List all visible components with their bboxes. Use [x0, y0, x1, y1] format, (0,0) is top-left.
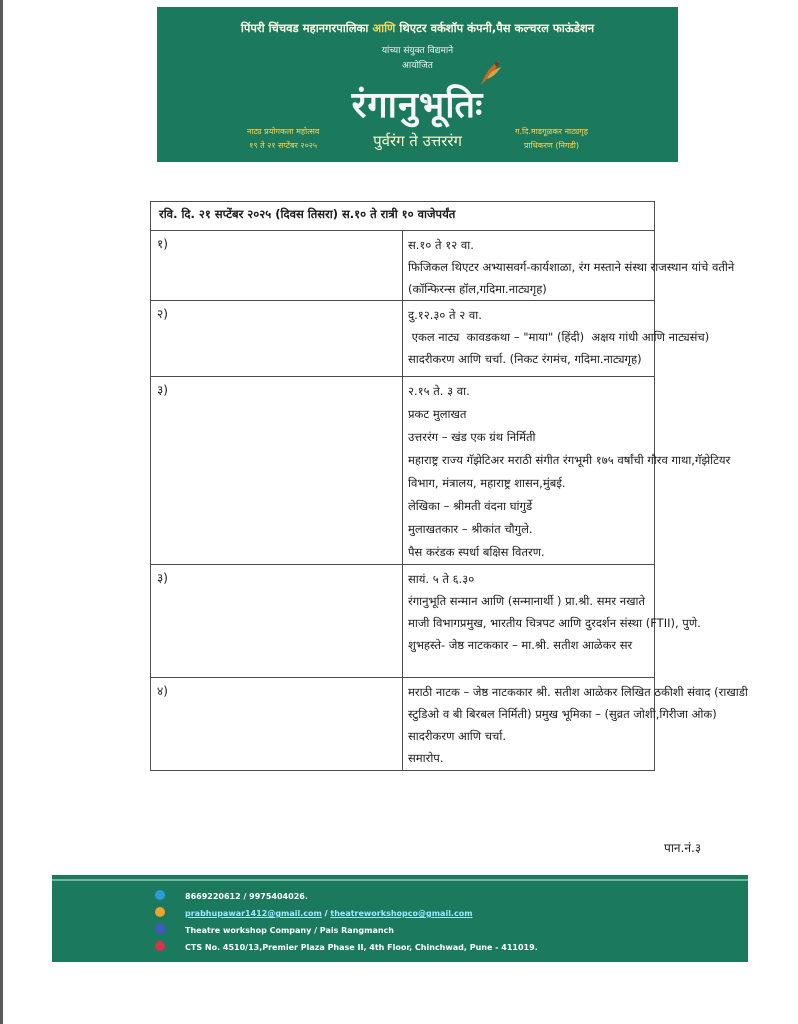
- schedule-row: [151, 377, 655, 565]
- festival-logo-text: रंगानुभूतिः: [351, 84, 484, 126]
- row-number: १): [151, 231, 403, 301]
- phone-numbers: 8669220612 / 9975404026.: [185, 892, 308, 901]
- venue-info: ग.दि.माडगूळकर नाट्यगृह प्राधिकरण (निगडी): [515, 127, 588, 150]
- schedule-table: [150, 201, 748, 771]
- organizers-line: पिंपरी चिंचवड महानगरपालिका आणि थिएटर वर्कशॉप कंपनी,पैस कल्चरल फाऊंडेशन: [240, 21, 595, 35]
- facebook-icon: [155, 924, 165, 934]
- row-details: स.१० ते १२ वा. फिजिकल थिएटर अभ्यासवर्ग-कार्यशाळा, रंग मस्ताने संस्था राजस्थान यांचे वतीने (कॉन्फिरन्स हॉल,गदिमा.नाट्यगृह): [403, 231, 655, 301]
- row-number: ४): [151, 678, 403, 771]
- schedule-heading: रवि. दि. २१ सप्टेंबर २०२५ (दिवस तिसरा) स.१० ते रात्री १० वाजेपर्यंत: [151, 202, 655, 231]
- row-details: मराठी नाटक – जेष्ठ नाटककार श्री. सतीश आळेकर लिखित ठकीशी संवाद (राखाडी स्टुडिओ व बी बिरबल निर्मिती) प्रमुख भूमिका – (सुव्रत जोशी,गिरीजा ओक) सादरीकरण आणि चर्चा. समारोप.: [403, 678, 655, 771]
- festival-tagline: पुर्वरंग ते उत्तररंग: [373, 132, 462, 150]
- row-details: सायं. ५ ते ६.३० रंगानुभूति सन्मान आणि (सन्मानार्थी ) प्रा.श्री. समर नखाते माजी विभागप्रमुख, भारतीय चित्रपट आणि दुरदर्शन संस्था (FTII), पुणे. शुभहस्ते- जेष्ठ नाटककार – मा.श्री. सतीश आळेकर सर: [403, 565, 655, 678]
- schedule-row: [151, 301, 655, 377]
- contact-footer: [52, 875, 748, 962]
- mail-icon: [155, 907, 165, 917]
- joint-text: यांच्या संयुक्त विद्यमाने: [381, 46, 454, 56]
- page-number: पान.नं.३: [664, 841, 702, 855]
- left-edge: [0, 0, 3, 1024]
- row-details: २.१५ ते. ३ वा. प्रकट मुलाखत उत्तररंग – खंड एक ग्रंथ निर्मिती महाराष्ट्र राज्य गॅझेटिअर मराठी संगीत रंगभूमी १७५ वर्षांची गौरव गाथा,गॅझेटियर विभाग, मंत्रालय, महाराष्ट्र शासन,मुंबई. लेखिका – श्रीमती वंदना घांगुर्डे मुलाखतकार – श्रीकांत चौगुले. पैस करंडक स्पर्धा बक्षिस वितरण.: [403, 377, 655, 565]
- row-details: दु.१२.३० ते २ वा. एकल नाट्य कावडकथा – "माया" (हिंदी) अक्षय गांधी आणि नाट्यसंच) सादरीकरण आणि चर्चा. (निकट रंगमंच, गदिमा.नाट्यगृह): [403, 301, 655, 377]
- email-links: prabhupawar1412@gmail.com / theatreworkshopco@gmail.com: [185, 909, 473, 918]
- email-link-secondary[interactable]: theatreworkshopco@gmail.com: [330, 909, 473, 918]
- footer-stripe: [52, 879, 748, 881]
- schedule-row: [151, 678, 655, 771]
- schedule-row: [151, 565, 655, 678]
- festival-info: नाट्य प्रयोगकला महोत्सव १९ ते २१ सप्टेंबर २०२५: [247, 127, 320, 150]
- email-link-primary[interactable]: prabhupawar1412@gmail.com: [185, 909, 322, 918]
- organized-text: आयोजित: [402, 61, 433, 71]
- facebook-page: Theatre workshop Company / Pais Rangmanch: [185, 926, 394, 935]
- address: CTS No. 4510/13,Premier Plaza Phase II, 4th Floor, Chinchwad, Pune - 411019.: [185, 943, 538, 952]
- row-number: २): [151, 301, 403, 377]
- phone-icon: [155, 890, 165, 900]
- schedule-row: [151, 231, 655, 301]
- location-icon: [155, 941, 165, 951]
- row-number: ३): [151, 377, 403, 565]
- row-number: ३): [151, 565, 403, 678]
- header-banner: [157, 7, 678, 162]
